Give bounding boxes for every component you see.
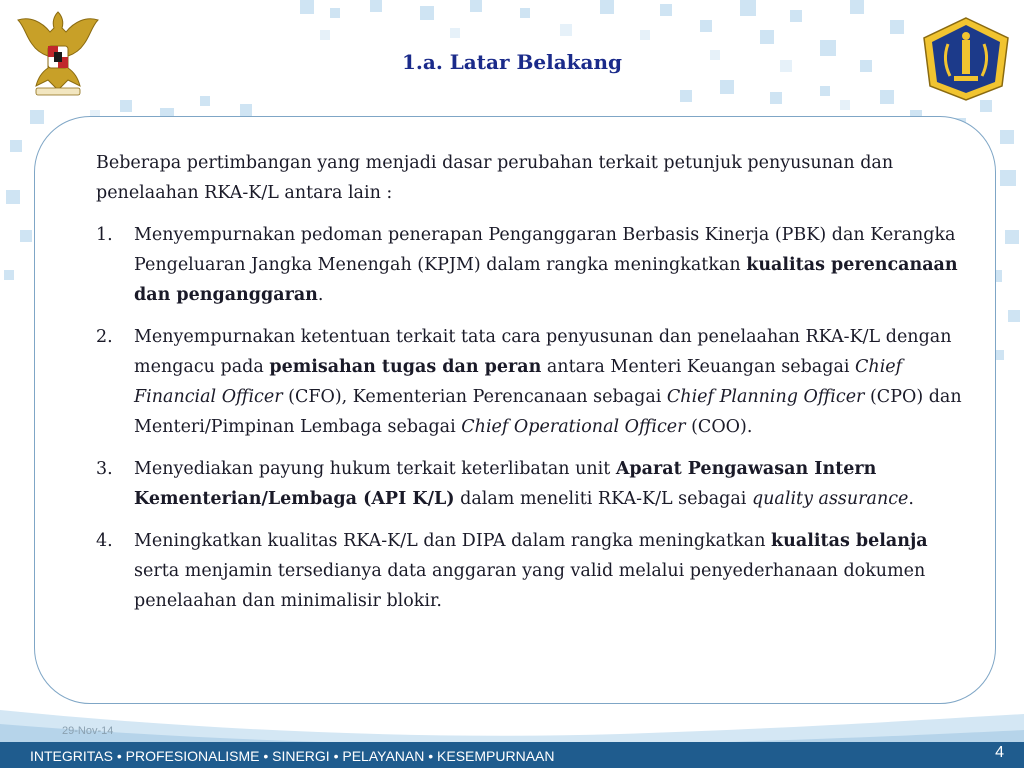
text-run: (CFO), Kementerian Perencanaan sebagai xyxy=(282,387,667,407)
text-run: . xyxy=(317,285,324,305)
bold-phrase: kualitas perencanaan dan penganggaran xyxy=(134,255,958,305)
slide-date: 29-Nov-14 xyxy=(62,725,114,737)
italic-phrase: Chief Operational Officer xyxy=(461,417,686,437)
text-run: Menyempurnakan pedoman penerapan Penganggaran Berbasis Kinerja (PBK) dan Kerangka Pengeluaran Jangka Menengah (KPJM) dalam rangka meningkatkan xyxy=(134,225,956,275)
page-number: 4 xyxy=(995,744,1004,761)
list-item-text xyxy=(134,531,928,611)
slide-title: 1.a. Latar Belakang xyxy=(401,50,622,74)
list-item-number: 3. xyxy=(96,459,113,479)
list-item-number: 1. xyxy=(96,225,113,245)
bold-phrase: kualitas belanja xyxy=(771,531,928,551)
considerations-list xyxy=(96,220,966,616)
text-run: (CPO) dan Menteri/Pimpinan Lembaga sebagai xyxy=(134,387,962,437)
text-run: dalam meneliti RKA-K/L sebagai xyxy=(454,489,752,509)
content-body xyxy=(96,148,966,628)
italic-phrase: Chief Planning Officer xyxy=(666,387,865,407)
text-run: Meningkatkan kualitas RKA-K/L dan DIPA dalam rangka meningkatkan xyxy=(134,531,772,551)
text-run: . xyxy=(908,489,914,509)
bold-phrase: pemisahan tugas dan peran xyxy=(269,357,542,377)
italic-phrase: Chief Financial Officer xyxy=(134,357,903,407)
text-run: Menyempurnakan ketentuan terkait tata cara penyusunan dan penelaahan RKA-K/L dengan mengacu pada xyxy=(134,327,952,377)
list-item-text xyxy=(134,459,914,509)
list-item xyxy=(96,526,966,616)
text-run: (COO). xyxy=(685,417,753,437)
list-item-number: 2. xyxy=(96,327,113,347)
list-item xyxy=(96,220,966,310)
text-run: Menyediakan payung hukum terkait keterlibatan unit xyxy=(134,459,616,479)
footer-motto: INTEGRITAS • PROFESIONALISME • SINERGI • PELAYANAN • KESEMPURNAAN xyxy=(30,748,555,764)
text-run: serta menjamin tersedianya data anggaran yang valid melalui penyederhanaan dokumen penelaahan dan minimalisir blokir. xyxy=(134,561,926,611)
bold-phrase: Aparat Pengawasan Intern Kementerian/Lembaga (API K/L) xyxy=(134,459,877,509)
intro-paragraph: Beberapa pertimbangan yang menjadi dasar perubahan terkait petunjuk penyusunan dan penelaahan RKA-K/L antara lain : xyxy=(96,153,894,203)
text-run: antara Menteri Keuangan sebagai xyxy=(541,357,856,377)
italic-phrase: quality assurance xyxy=(751,489,909,509)
list-item xyxy=(96,454,966,514)
list-item-number: 4. xyxy=(96,531,113,551)
list-item xyxy=(96,322,966,442)
list-item-text xyxy=(134,327,962,437)
list-item-text xyxy=(134,225,958,305)
